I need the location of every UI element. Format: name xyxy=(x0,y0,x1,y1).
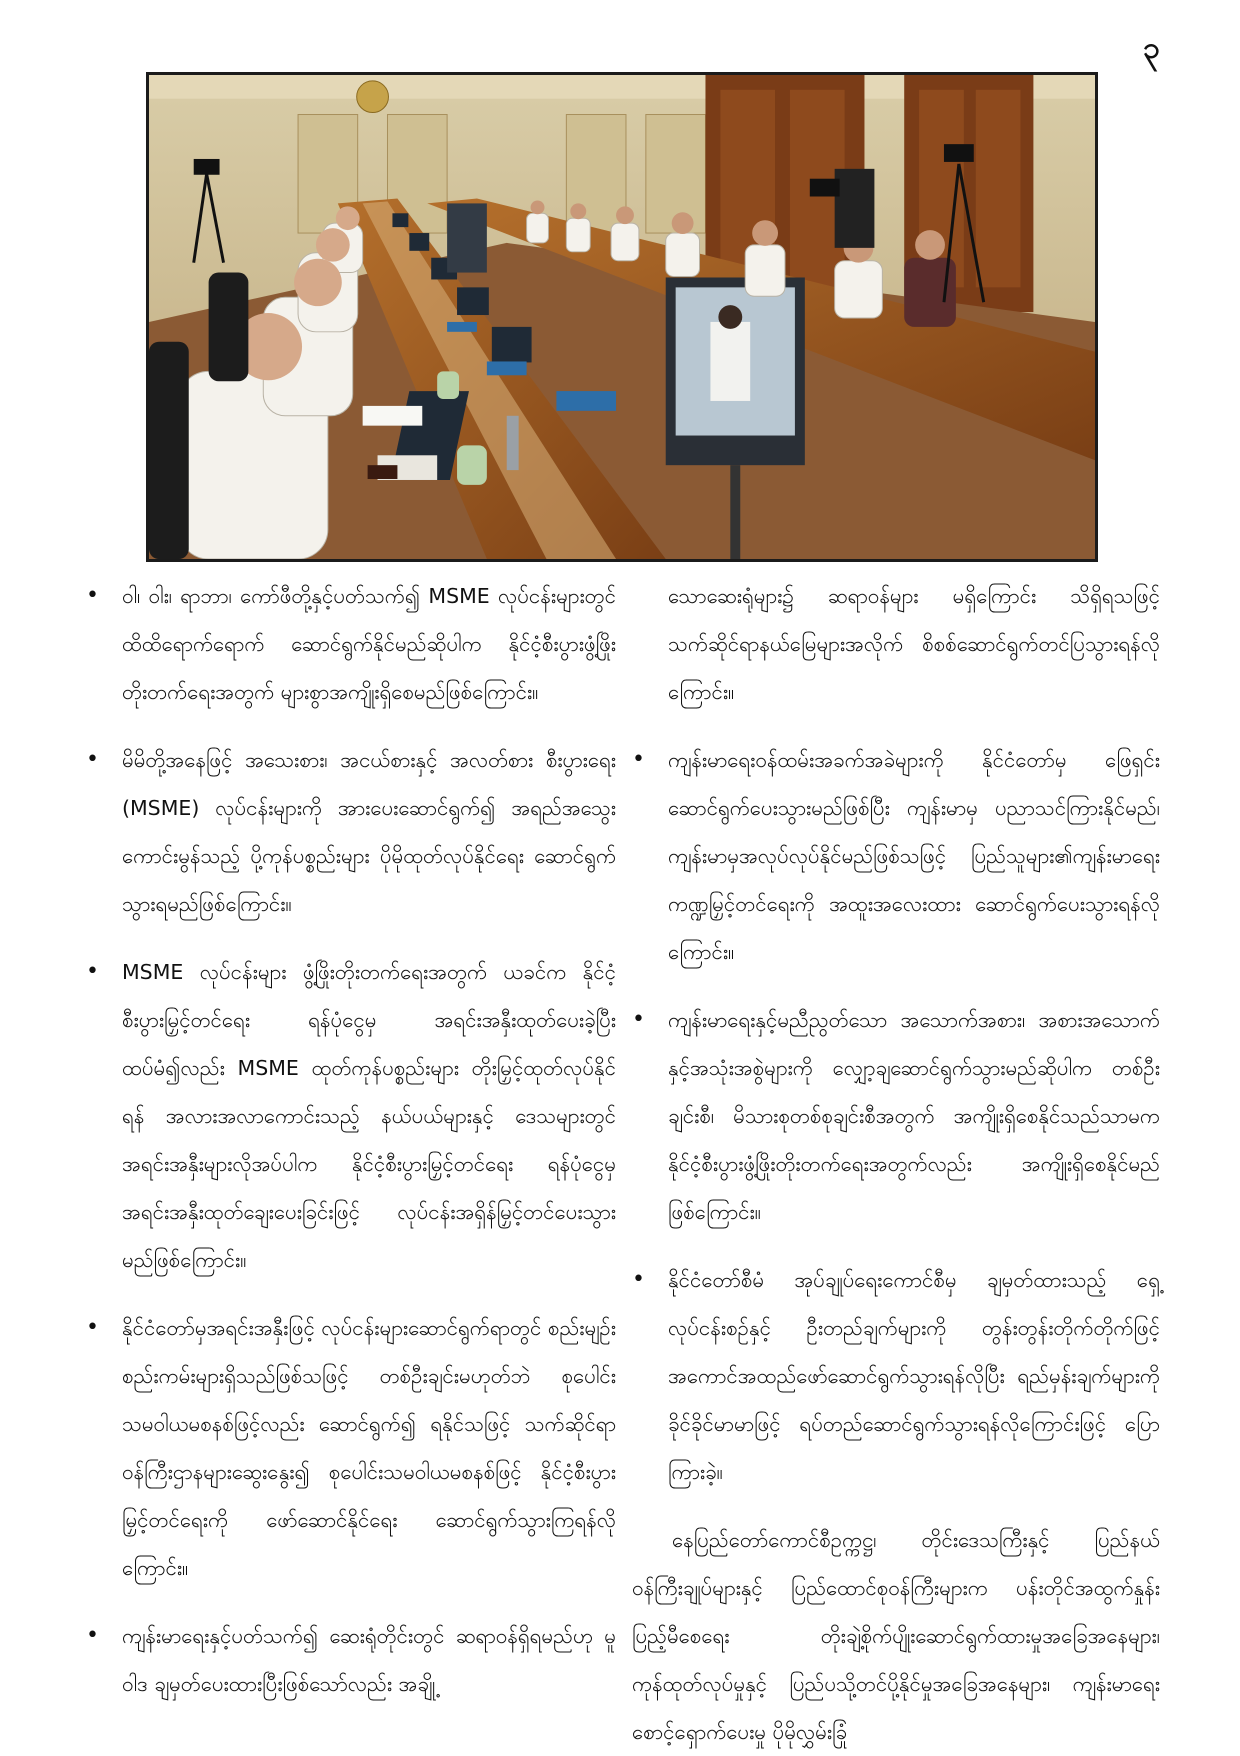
bullet-icon: • xyxy=(86,959,99,984)
list-item xyxy=(86,572,616,716)
page-number: ၃ xyxy=(1143,31,1160,66)
list-item xyxy=(86,948,616,1284)
bullet-icon: • xyxy=(632,1007,645,1032)
list-item-text: ဝါ၊ ဝါး၊ ရာဘာ၊ ကော်ဖီတို့နှင့်ပတ်သက်၍ MSME လုပ်ငန်းများတွင် ထိထိရောက်ရောက် ဆောင်ရွက်နိုင်မည်ဆိုပါက နိုင်ငံ့စီးပွားဖွံ့ဖြိုးတိုးတက်ရေးအတွက် များစွာအကျိုးရှိစေမည်ဖြစ်ကြောင်း။ xyxy=(122,584,616,704)
list-item xyxy=(86,736,616,928)
bullet-icon: • xyxy=(86,1315,99,1340)
bullet-icon: • xyxy=(86,583,99,608)
body-paragraph: နေပြည်တော်ကောင်စီဥက္ကဋ္ဌ၊ တိုင်းဒေသကြီးနှင့် ပြည်နယ်ဝန်ကြီးချုပ်များနှင့် ပြည်ထောင်စုဝန်ကြီးများက ပန်းတိုင်အထွက်နှုန်းပြည့်မီစေရေး တိုးချဲ့စိုက်ပျိုးဆောင်ရွက်ထားမှုအခြေအနေများ၊ ကုန်ထုတ်လုပ်မှုနှင့် ပြည်ပသို့တင်ပို့နိုင်မှုအခြေအနေများ၊ ကျန်းမာရေးစောင့်ရှောက်ပေးမှု ပိုမိုလွှမ်းခြုံ xyxy=(632,1528,1160,1744)
list-item-text: ကျန်းမာရေးနှင့်မညီညွတ်သော အသောက်အစား၊ အစားအသောက်နှင့်အသုံးအစွဲများကို လျှော့ချဆောင်ရွက်သွားမည်ဆိုပါက တစ်ဦးချင်းစီ၊ မိသားစုတစ်စုချင်းစီအတွက် အကျိုးရှိစေနိုင်သည်သာမက နိုင်ငံ့စီးပွားဖွံ့ဖြိုးတိုးတက်ရေးအတွက်လည်း အကျိုးရှိစေနိုင်မည်ဖြစ်ကြောင်း။ xyxy=(668,1008,1160,1224)
list-item-text: MSME လုပ်ငန်းများ ဖွံ့ဖြိုးတိုးတက်ရေးအတွက် ယခင်က နိုင်ငံ့စီးပွားမြှင့်တင်ရေး ရန်ပုံငွေမှ အရင်းအနှီးထုတ်ပေးခဲ့ပြီး ထပ်မံ၍လည်း MSME ထုတ်ကုန်ပစ္စည်းများ တိုးမြှင့်ထုတ်လုပ်နိုင်ရန် အလားအလာကောင်းသည့် နယ်ပယ်များနှင့် ဒေသများတွင် အရင်းအနှီးများလိုအပ်ပါက နိုင်ငံ့စီးပွားမြှင့်တင်ရေး ရန်ပုံငွေမှ အရင်းအနှီးထုတ်ချေးပေးခြင်းဖြင့် လုပ်ငန်းအရှိန်မြှင့်တင်ပေးသွားမည်ဖြစ်ကြောင်း။ xyxy=(122,960,616,1272)
bullet-icon: • xyxy=(632,1267,645,1292)
meeting-photo xyxy=(146,72,1098,562)
list-item xyxy=(632,736,1160,976)
bullet-icon: • xyxy=(632,747,645,772)
list-item-text: နိုင်ငံတော်စီမံ အုပ်ချုပ်ရေးကောင်စီမှ ချမှတ်ထားသည့် ရှေ့လုပ်ငန်းစဉ်နှင့် ဦးတည်ချက်များကို တွန်းတွန်းတိုက်တိုက်ဖြင့် အကောင်အထည်ဖော်ဆောင်ရွက်သွားရန်လိုပြီး ရည်မှန်းချက်များကို ခိုင်ခိုင်မာမာဖြင့် ရပ်တည်ဆောင်ရွက်သွားရန်လိုကြောင်းဖြင့် ပြောကြားခဲ့။ xyxy=(668,1268,1160,1484)
right-column xyxy=(632,572,1160,1756)
bullet-icon: • xyxy=(86,1623,99,1648)
list-item-text: ကျန်းမာရေးဝန်ထမ်းအခက်အခဲများကို နိုင်ငံတော်မှ ဖြေရှင်းဆောင်ရွက်ပေးသွားမည်ဖြစ်ပြီး ကျန်းမာမှ ပညာသင်ကြားနိုင်မည်၊ ကျန်းမာမှအလုပ်လုပ်နိုင်မည်ဖြစ်သဖြင့် ပြည်သူများ၏ကျန်းမာရေးကဏ္ဍမြှင့်တင်ရေးကို အထူးအလေးထား ဆောင်ရွက်ပေးသွားရန်လိုကြောင်း။ xyxy=(668,748,1160,964)
list-item-text: ကျန်းမာရေးနှင့်ပတ်သက်၍ ဆေးရုံတိုင်းတွင် ဆရာဝန်ရှိရမည်ဟု မူဝါဒ ချမှတ်ပေးထားပြီးဖြစ်သော်လည်း အချို့ xyxy=(122,1624,616,1696)
list-item xyxy=(632,1256,1160,1496)
right-bullet-list xyxy=(632,736,1160,1496)
meeting-photo-illustration xyxy=(149,75,1095,559)
continued-text: သောဆေးရုံများ၌ ဆရာဝန်များ မရှိကြောင်း သိရှိရသဖြင့် သက်ဆိုင်ရာနယ်မြေများအလိုက် စိစစ်ဆောင်ရွက်တင်ပြသွားရန်လိုကြောင်း။ xyxy=(668,584,1160,704)
left-column xyxy=(86,572,616,1728)
list-item xyxy=(86,1304,616,1592)
bullet-icon: • xyxy=(86,747,99,772)
list-item-text: နိုင်ငံတော်မှအရင်းအနှီးဖြင့် လုပ်ငန်းများဆောင်ရွက်ရာတွင် စည်းမျဉ်းစည်းကမ်းများရှိသည်ဖြစ်သဖြင့် တစ်ဦးချင်းမဟုတ်ဘဲ စုပေါင်းသမဝါယမစနစ်ဖြင့်လည်း ဆောင်ရွက်၍ ရနိုင်သဖြင့် သက်ဆိုင်ရာဝန်ကြီးဌာနများဆွေးနွေး၍ စုပေါင်းသမဝါယမစနစ်ဖြင့် နိုင်ငံ့စီးပွားမြှင့်တင်ရေးကို ဖော်ဆောင်နိုင်ရေး ဆောင်ရွက်သွားကြရန်လိုကြောင်း။ xyxy=(122,1316,616,1580)
list-item-text: မိမိတို့အနေဖြင့် အသေးစား၊ အငယ်စားနှင့် အလတ်စား စီးပွားရေး (MSME) လုပ်ငန်းများကို အားပေးဆောင်ရွက်၍ အရည်အသွေးကောင်းမွန်သည့် ပို့ကုန်ပစ္စည်းများ ပိုမိုထုတ်လုပ်နိုင်ရေး ဆောင်ရွက်သွားရမည်ဖြစ်ကြောင်း။ xyxy=(122,748,616,916)
list-item xyxy=(632,996,1160,1236)
list-item xyxy=(86,1612,616,1708)
left-bullet-list xyxy=(86,572,616,1708)
